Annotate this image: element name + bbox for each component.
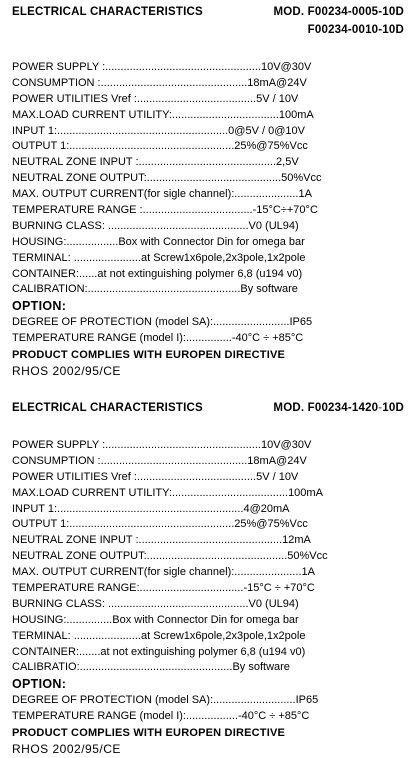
section-header — [12, 402, 408, 420]
spec-row: INPUT 1:.............................................................4@20mA — [12, 502, 290, 515]
spec-row: CONSUMPTION :................................................18mA@24V — [12, 76, 307, 89]
spec-row: CONSUMPTION :................................................18mA@24V — [12, 454, 307, 467]
spec-row: BURNING CLASS: ..............................................V0 (UL94) — [12, 219, 299, 232]
spec-sheet-block-1 — [12, 6, 408, 380]
spec-row: POWER UTILITIES Vref :.......................................5V / 10V — [12, 92, 299, 105]
spec-row: CONTAINER:......at not extinguishing polymer 6,8 (u194 v0) — [12, 267, 303, 280]
spec-list — [12, 60, 408, 298]
model-number-prefix: MOD. F00234-1420 — [273, 402, 379, 414]
spec-row: NEUTRAL ZONE OUTPUT:..............................................50%Vcc — [12, 550, 328, 563]
spec-row: POWER SUPPLY :...................................................10V@30V — [12, 439, 312, 451]
option-row: DEGREE OF PROTECTION (model SA):...........................IP65 — [12, 694, 319, 707]
section-title: ELECTRICAL CHARACTERISTICS — [12, 6, 203, 18]
compliance-statement: PRODUCT COMPLIES WITH EUROPEN DIRECTIVE — [12, 727, 286, 740]
compliance-statement: PRODUCT COMPLIES WITH EUROPEN DIRECTIVE — [12, 349, 286, 362]
model-number-highlight: - — [378, 402, 383, 414]
spec-row: TEMPERATURE RANGE:..................................-15°C ÷ +70°C — [12, 582, 315, 595]
spec-row: HOUSING:...............Box with Connector Din for omega bar — [12, 613, 299, 626]
spec-row: MAX. OUTPUT CURRENT(for sigle channel):......................1A — [12, 566, 315, 579]
spec-row: HOUSING:.................Box with Connector Din for omega bar — [12, 235, 305, 248]
section-header — [12, 6, 408, 24]
rohs-directive: RHOS 2002/95/CE — [12, 364, 121, 379]
spec-row: OUTPUT 1:......................................................25%@75%Vcc — [12, 518, 308, 531]
model-number-alt: F00234-0010-10D — [307, 24, 404, 36]
spec-row: NEUTRAL ZONE OUTPUT:............................................50%Vcc — [12, 172, 322, 185]
model-number — [273, 402, 404, 414]
option-row: TEMPERATURE RANGE (model I):...............-40°C ÷ +85°C — [12, 332, 304, 345]
spec-list — [12, 438, 408, 676]
option-row: DEGREE OF PROTECTION (model SA):.........................IP65 — [12, 316, 313, 329]
model-number: MOD. F00234-0005-10D — [273, 6, 404, 18]
option-heading: OPTION: — [12, 677, 67, 692]
model-number-suffix: 10D — [382, 402, 404, 414]
spec-row: MAX.LOAD CURRENT UTILITY:...................................100mA — [12, 108, 314, 121]
spec-row: TEMPERATURE RANGE :....................................-15°C÷+70°C — [12, 204, 318, 217]
spec-row: NEUTRAL ZONE INPUT :...............................................12mA — [12, 534, 311, 547]
spec-row: CONTAINER:.......at not extinguishing polymer 6,8 (u194 v0) — [12, 645, 306, 658]
spec-row: OUTPUT 1:......................................................25%@75%Vcc — [12, 140, 308, 153]
spec-row: TERMINAL: ......................at Screw1x6pole,2x3pole,1x2pole — [12, 251, 306, 264]
spec-row: INPUT 1:........................................................0@5V / 0@10V — [12, 124, 305, 137]
spec-row: NEUTRAL ZONE INPUT :.............................................2,5V — [12, 156, 299, 169]
spec-row: CALIBRATION:..................................................By software — [12, 283, 298, 296]
option-row: TEMPERATURE RANGE (model I):.................-40°C ÷ +85°C — [12, 710, 310, 723]
section-header-line2 — [12, 24, 408, 40]
spec-row: MAX. OUTPUT CURRENT(for sigle channel):.....................1A — [12, 188, 312, 201]
spec-row: CALIBRATIO:..................................................By software — [12, 661, 290, 674]
spec-row: TERMINAL: ......................at Screw1x6pole,2x3pole,1x2pole — [12, 629, 306, 642]
spec-sheet-block-2 — [12, 402, 408, 758]
spec-row: BURNING CLASS: ..............................................V0 (UL94) — [12, 597, 299, 610]
rohs-directive: RHOS 2002/95/CE — [12, 742, 121, 757]
spec-row: MAX.LOAD CURRENT UTILITY:......................................100mA — [12, 486, 323, 499]
spec-row: POWER UTILITIES Vref :.......................................5V / 10V — [12, 470, 299, 483]
option-heading: OPTION: — [12, 299, 67, 314]
spec-row: POWER SUPPLY :...................................................10V@30V — [12, 61, 312, 73]
section-title: ELECTRICAL CHARACTERISTICS — [12, 402, 203, 414]
